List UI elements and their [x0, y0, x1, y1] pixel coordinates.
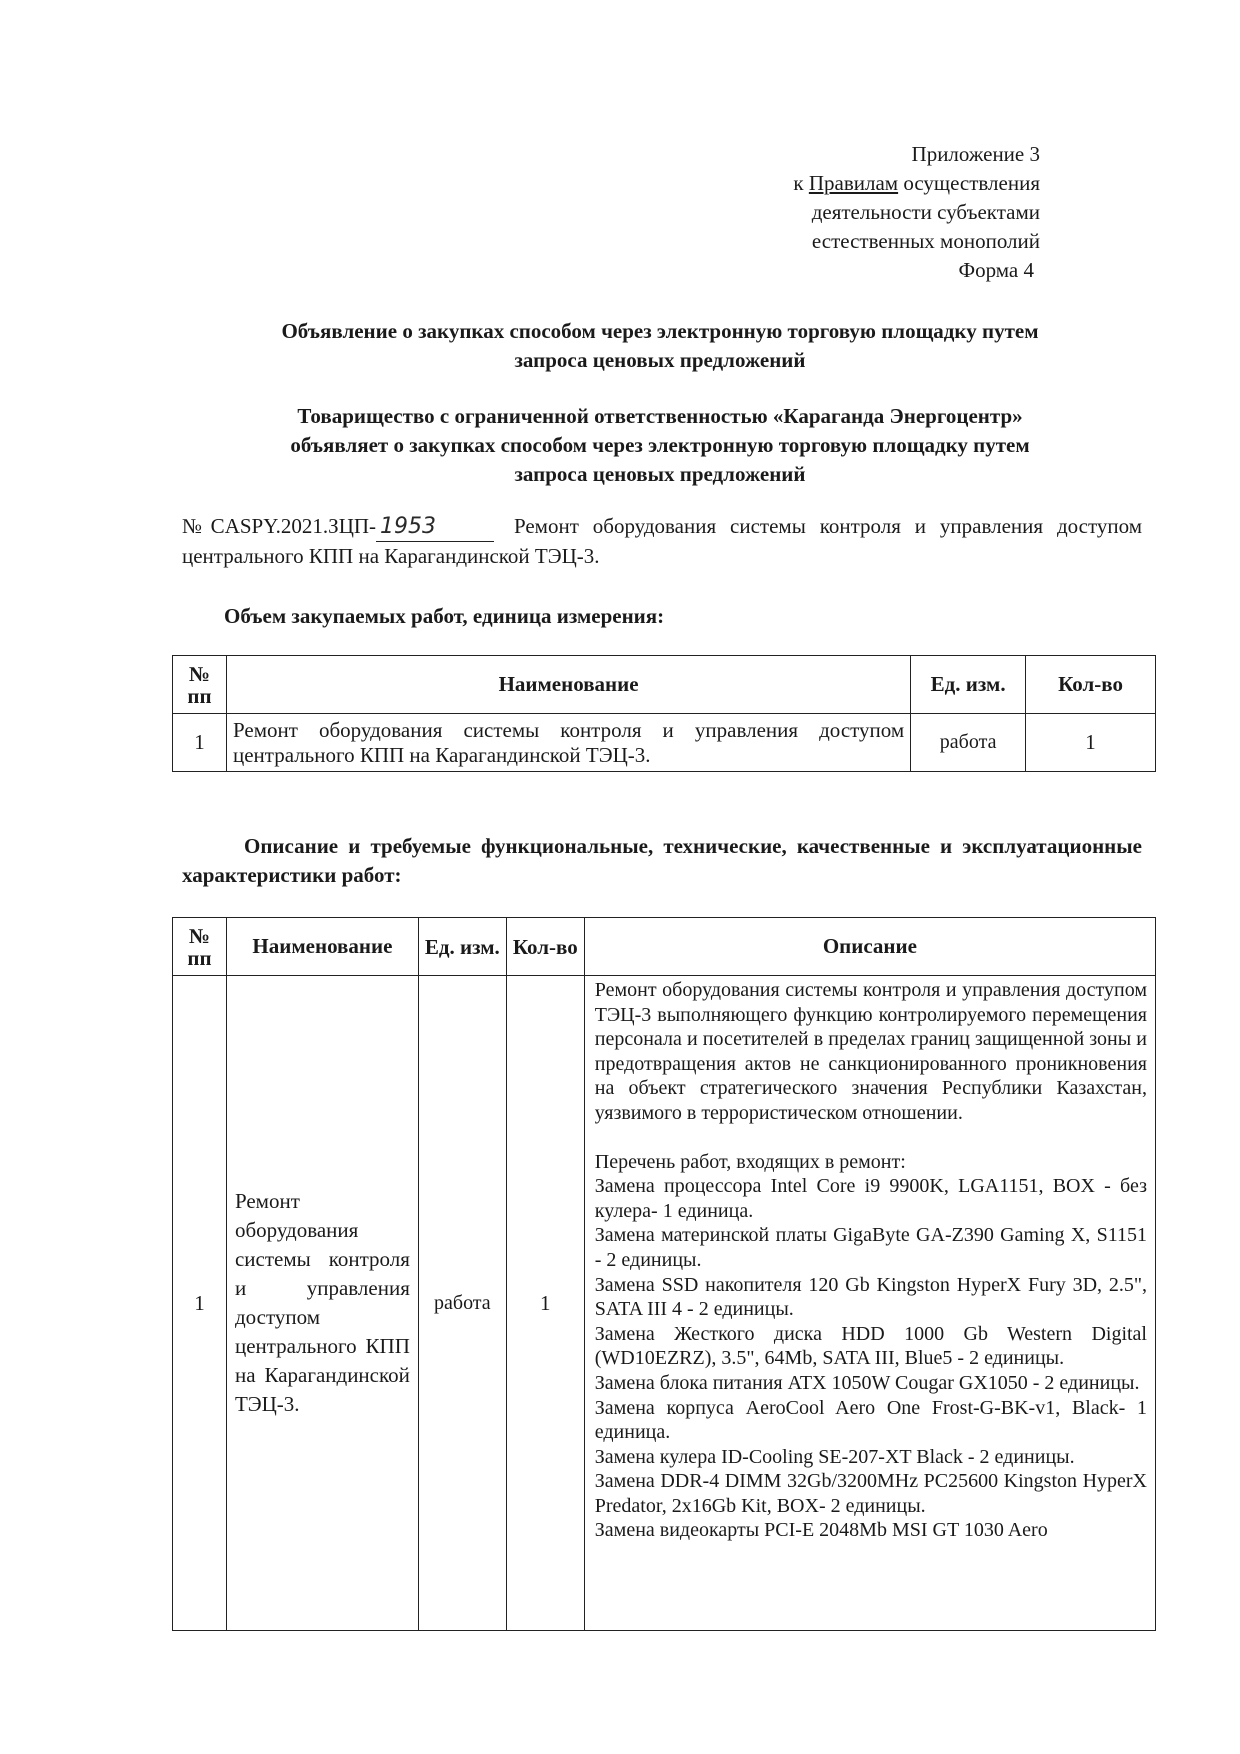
table-row [173, 714, 1156, 772]
reference-number-handwritten: 1953 [376, 512, 494, 542]
list-item: Замена корпуса AeroCool Aero One Frost-G-BK-v1, Black- 1 единица. [594, 1396, 1147, 1444]
appendix-line-2-prefix: к [793, 171, 809, 195]
cell-unit: работа [911, 714, 1026, 772]
list-item: Замена DDR-4 DIMM 32Gb/3200MHz PC25600 Kingston HyperX Predator, 2x16Gb Kit, BOX- 2 единицы. [594, 1470, 1147, 1517]
list-item: Замена Жесткого диска HDD 1000 Gb Western Digital (WD10EZRZ), 3.5", 64Mb, SATA III, Blue5 - 2 единицы. [594, 1322, 1147, 1370]
cell-num: 1 [173, 976, 227, 1631]
cell-num: 1 [173, 714, 227, 772]
description-table [172, 917, 1156, 1631]
appendix-line-1: Приложение 3 [911, 142, 1040, 166]
rules-link[interactable]: Правилам [808, 171, 899, 195]
col-header-unit: Ед. изм. [911, 656, 1026, 714]
col-header-name: Наименование [226, 918, 418, 976]
cell-unit: работа [418, 976, 506, 1631]
list-item: Замена SSD накопителя 120 Gb Kingston HyperX Fury 3D, 2.5", SATA III 4 - 2 единицы. [594, 1273, 1147, 1321]
list-item: Замена видеокарты PCI-E 2048Mb MSI GT 1030 Aero [594, 1519, 1048, 1542]
list-item: Замена блока питания ATX 1050W Cougar GX1050 - 2 единицы. [594, 1371, 1140, 1394]
appendix-line-2-suffix: осуществления [898, 171, 1040, 195]
document-title [180, 317, 1140, 375]
col-header-qty: Кол-во [1026, 656, 1156, 714]
cell-qty: 1 [506, 976, 584, 1631]
table-row [173, 976, 1156, 1631]
col-header-num: № пп [173, 656, 227, 714]
spacer [595, 1126, 1147, 1150]
volume-table-header-row [173, 656, 1156, 714]
col-header-description: Описание [584, 918, 1155, 976]
volume-heading: Объем закупаемых работ, единица измерения: [224, 604, 665, 628]
organizer-line-2: объявляет о закупках способом через электронную торговую площадку путем [290, 433, 1030, 457]
appendix-reference [793, 140, 1040, 285]
cell-name: Ремонт оборудования системы контроля и управления доступом центрального КПП на Карагандинской ТЭЦ-3. [226, 714, 910, 772]
organizer-heading [180, 402, 1140, 489]
reference-prefix: №CASPY.2021.ЗЦП- [182, 514, 377, 538]
list-item: Замена кулера ID-Cooling SE-207-XT Black - 2 единицы. [594, 1445, 1075, 1468]
procurement-reference [182, 512, 1142, 571]
appendix-line-2 [793, 169, 1040, 198]
list-item: Замена материнской платы GigaByte GA-Z390 Gaming X, S1151 - 2 единицы. [594, 1224, 1147, 1271]
appendix-line-3: деятельности субъектами [811, 200, 1040, 224]
list-item: Замена процессора Intel Core i9 9900K, LGA1151, BOX - без кулера- 1 единица. [594, 1175, 1147, 1222]
col-header-name: Наименование [226, 656, 910, 714]
form-number: Форма 4 [958, 258, 1034, 282]
cell-qty: 1 [1026, 714, 1156, 772]
col-header-qty: Кол-во [506, 918, 584, 976]
document-title-line-1: Объявление о закупках способом через электронную торговую площадку путем [281, 319, 1039, 343]
cell-name: Ремонт оборудования системы контроля и управления доступом центрального КПП на Карагандинской ТЭЦ-3. [226, 976, 418, 1631]
cell-description [584, 976, 1155, 1631]
appendix-line-4: естественных монополий [811, 229, 1040, 253]
organizer-line-3: запроса ценовых предложений [514, 462, 806, 486]
col-header-num: № пп [173, 918, 227, 976]
reference-text: Ремонт оборудования системы контроля и управления доступом центрального КПП на Карагандинской ТЭЦ-3. [182, 514, 1143, 568]
document-title-line-2: запроса ценовых предложений [514, 348, 806, 372]
works-list-heading: Перечень работ, входящих в ремонт: [594, 1150, 906, 1173]
description-table-header-row [173, 918, 1156, 976]
volume-table [172, 655, 1156, 772]
description-intro: Ремонт оборудования системы контроля и управления доступом ТЭЦ-3 выполняющего функцию контролируемого перемещения персонала и посетителей в пределах границ защищенной зоны и предотвращения актов не санкционированного проникновения на объект стратегического значения Республики Казахстан, уязвимого в террористическом отношении. [594, 979, 1147, 1124]
col-header-unit: Ед. изм. [418, 918, 506, 976]
organizer-line-1: Товарищество с ограниченной ответственностью «Караганда Энергоцентр» [297, 404, 1023, 428]
description-heading: Описание и требуемые функциональные, технические, качественные и эксплуатационные характеристики работ: [182, 834, 1142, 887]
